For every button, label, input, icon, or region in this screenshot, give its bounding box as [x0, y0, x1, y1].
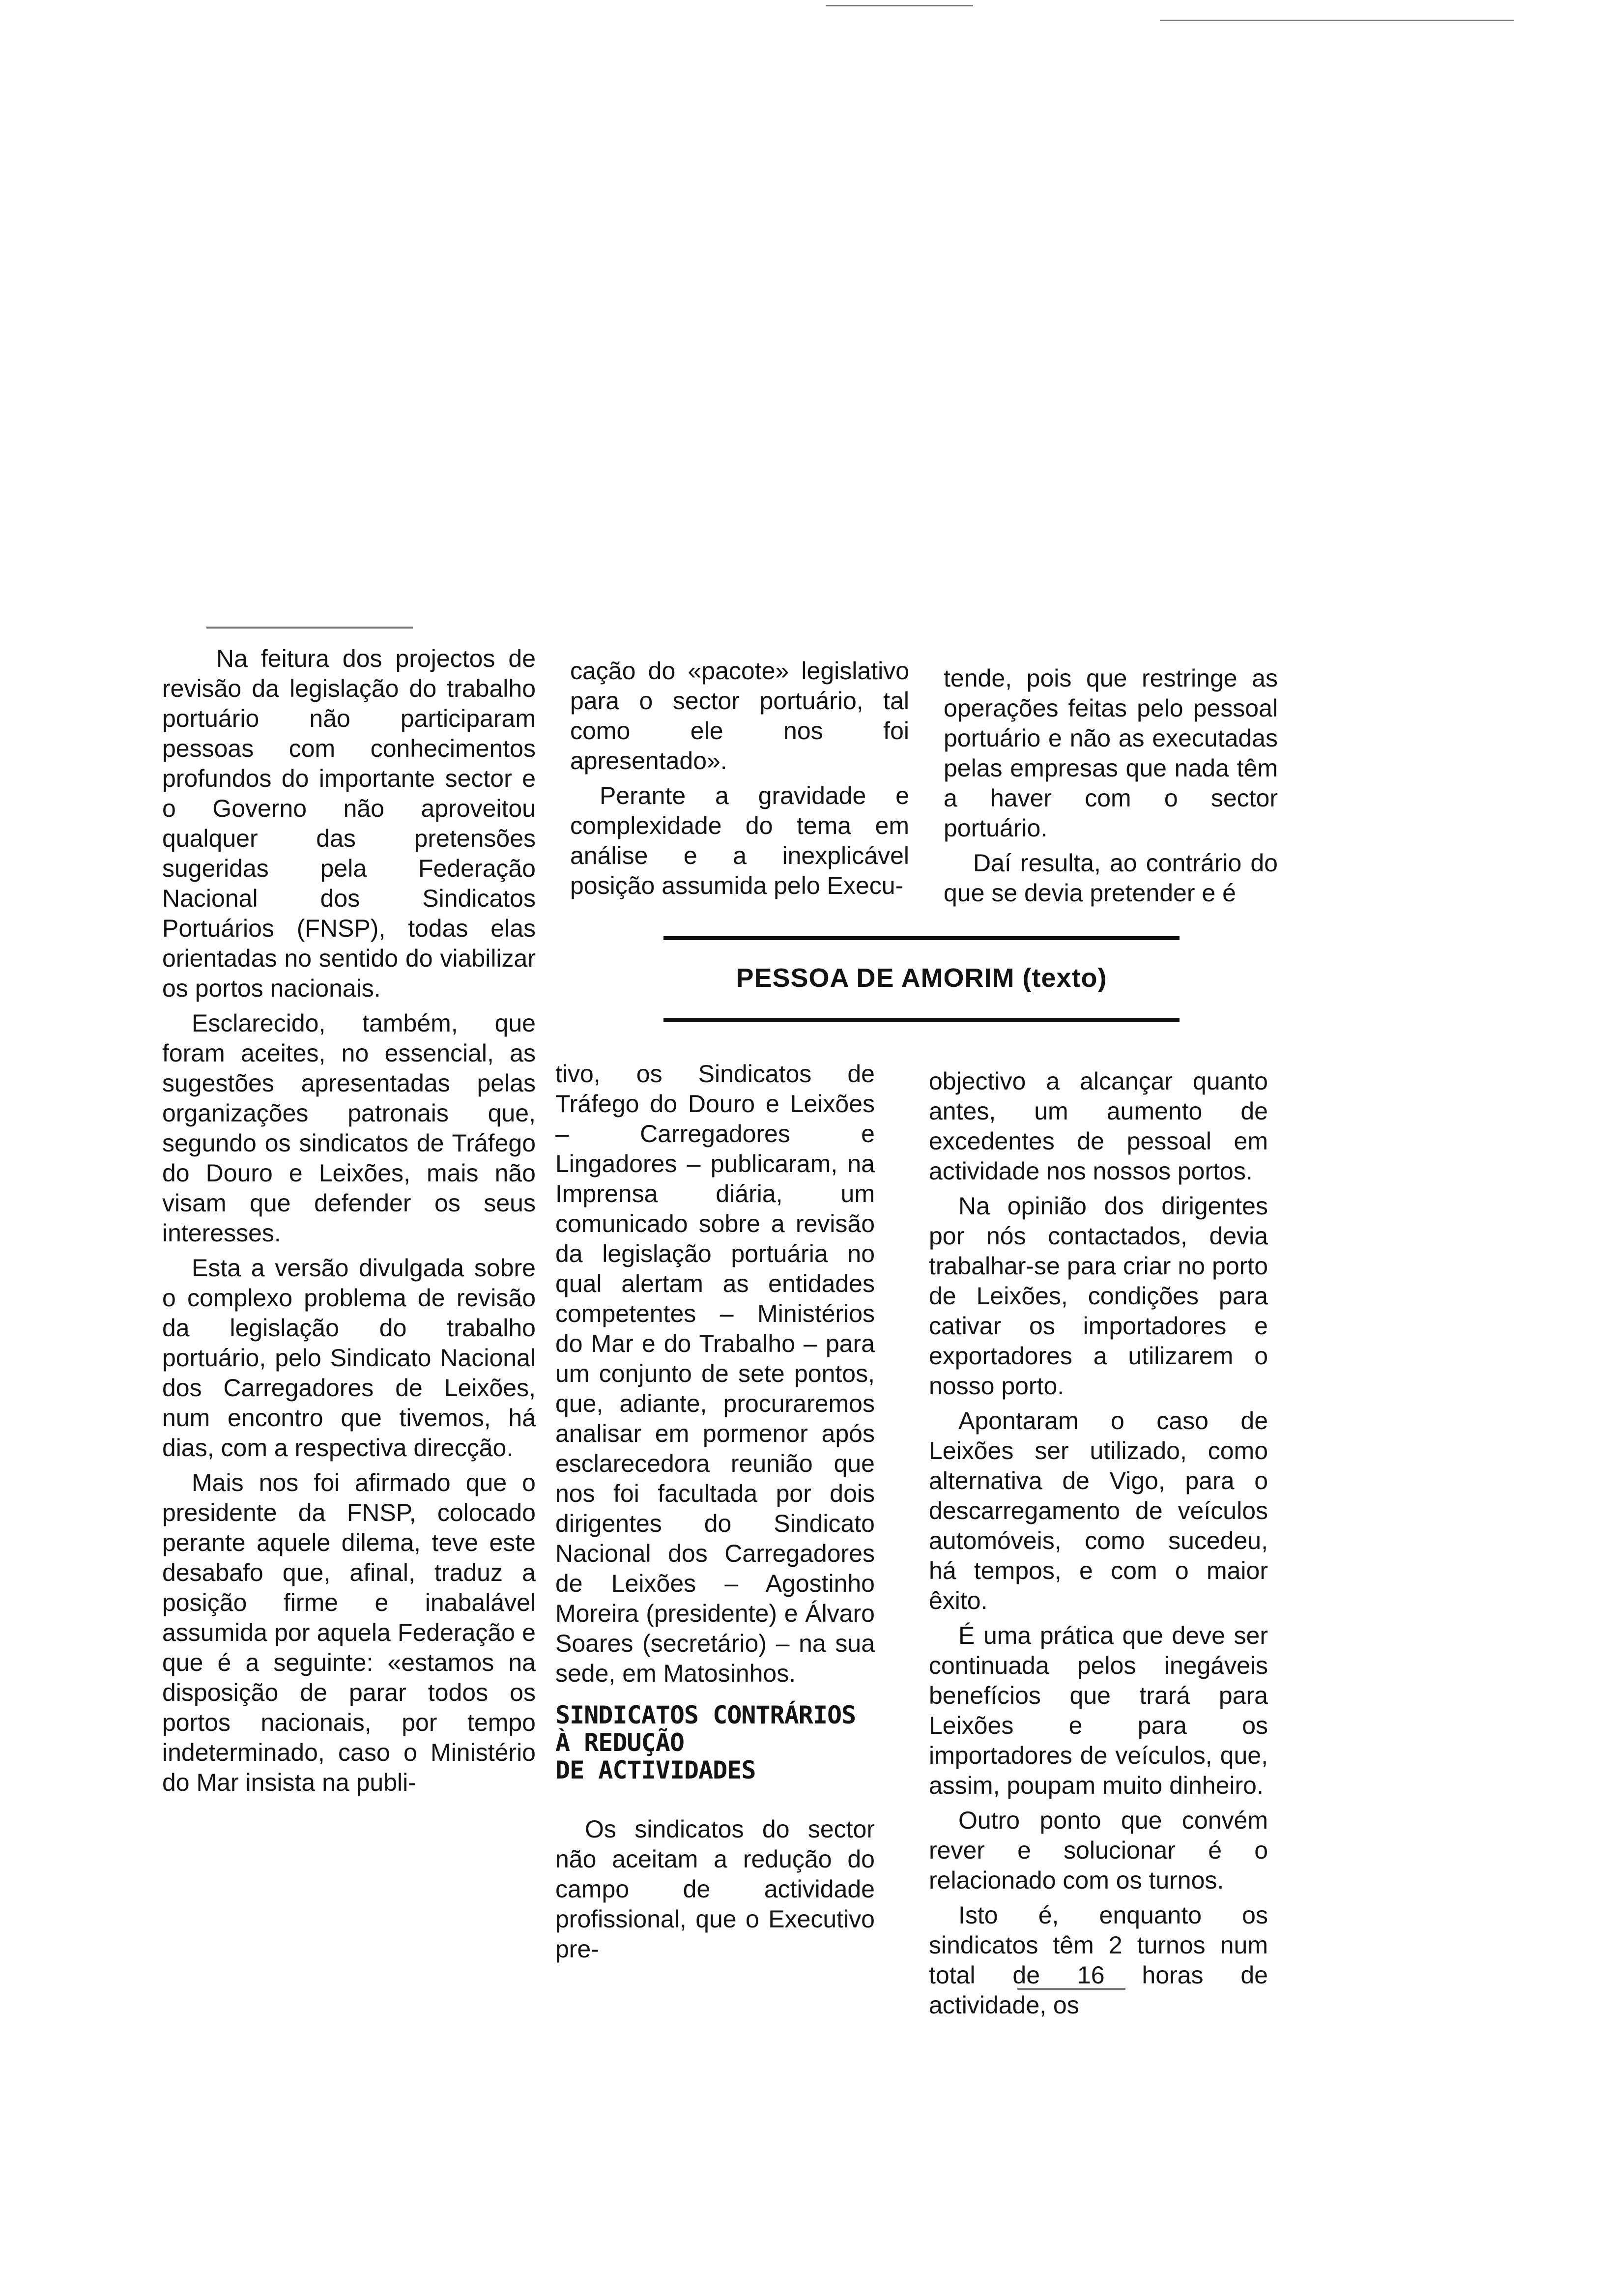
- paragraph: Na feitura dos projectos de revisão da legislação do trabalho portuário não participaram pessoas com conhecimentos profundos do importante sector e o Governo não aproveitou qualquer das pretensões sugeridas pela Federação Nacional dos Sindicatos Portuários (FNSP), todas elas orientadas no sentido do viabilizar os portos nacionais.: [162, 645, 536, 1002]
- paragraph: Mais nos foi afirmado que o presidente da FNSP, colocado perante aquele dilema, teve este desabafo que, afinal, traduz a posição firme e inabalável assumida por aquela Federação e que é a seguinte: «estamos na disposição de parar todos os portos nacionais, por tempo indeterminado, caso o Ministério do Mar insista na publi-: [162, 1469, 536, 1796]
- article-column-2: [570, 656, 909, 901]
- article-column-3: [944, 663, 1278, 908]
- divider-rule: [663, 936, 1180, 940]
- subheading-line: DE ACTIVIDADES: [555, 1756, 756, 1784]
- subheading-line: À REDUÇÃO: [555, 1728, 684, 1757]
- paragraph: Apontaram o caso de Leixões ser utilizado, como alternativa de Vigo, para o descarregamento de veículos automóveis, como sucedeu, há tempos, e com o maior êxito.: [929, 1407, 1268, 1614]
- paragraph: Outro ponto que convém rever e solucionar é o relacionado com os turnos.: [929, 1807, 1268, 1894]
- author-byline: PESSOA DE AMORIM (texto): [736, 963, 1107, 993]
- paragraph: Daí resulta, ao contrário do que se devia pretender e é: [944, 849, 1278, 907]
- divider-rule: [663, 1018, 1180, 1022]
- article-column-5: [929, 1066, 1268, 2020]
- scan-mark-top-left: [826, 5, 973, 6]
- article-column-1: [162, 644, 536, 1798]
- paragraph: Perante a gravidade e complexidade do tema em análise e a inexplicável posição assumida pelo Execu-: [570, 782, 909, 899]
- paragraph: cação do «pacote» legislativo para o sector portuário, tal como ele nos foi apresentado».: [570, 657, 909, 775]
- paragraph: Isto é, enquanto os sindicatos têm 2 turnos num total de 16 horas de actividade, os: [929, 1901, 1268, 2019]
- paragraph: Esta a versão divulgada sobre o complexo problema de revisão da legislação do trabalho portuário, pelo Sindicato Nacional dos Carregadores de Leixões, num encontro que tivemos, há dias, com a respectiva direcção.: [162, 1254, 536, 1462]
- scan-mark-top-right: [1160, 20, 1514, 21]
- scan-mark-above-text: [206, 627, 413, 629]
- paragraph: Esclarecido, também, que foram aceites, no essencial, as sugestões apresentadas pelas organizações patronais que, segundo os sindicatos de Tráfego do Douro e Leixões, mais não visam que defender os seus interesses.: [162, 1009, 536, 1247]
- paragraph: É uma prática que deve ser continuada pelos inegáveis benefícios que trará para Leixões e para os importadores de veículos, que, assim, poupam muito dinheiro.: [929, 1622, 1268, 1799]
- subheading-line: SINDICATOS CONTRÁRIOS: [555, 1701, 856, 1729]
- section-subheading: [555, 1701, 875, 1784]
- article-column-4: [555, 1059, 875, 1964]
- paragraph: tivo, os Sindicatos de Tráfego do Douro e Leixões – Carregadores e Lingadores – publicaram, na Imprensa diária, um comunicado sobre a revisão da legislação portuária no qual alertam as entidades competentes – Ministérios do Mar e do Trabalho – para um conjunto de sete pontos, que, adiante, procuraremos analisar em pormenor após esclarecedora reunião que nos foi facultada por dois dirigentes do Sindicato Nacional dos Carregadores de Leixões – Agostinho Moreira (presidente) e Álvaro Soares (secretário) – na sua sede, em Matosinhos.: [555, 1060, 875, 1687]
- paragraph: tende, pois que restringe as operações feitas pelo pessoal portuário e não as executadas pelas empresas que nada têm a haver com o sector portuário.: [944, 664, 1278, 842]
- paragraph: Na opinião dos dirigentes por nós contactados, devia trabalhar-se para criar no porto de Leixões, condições para cativar os importadores e exportadores a utilizarem o nosso porto.: [929, 1192, 1268, 1400]
- paragraph: objectivo a alcançar quanto antes, um aumento de excedentes de pessoal em actividade nos nossos portos.: [929, 1067, 1268, 1185]
- paragraph: Os sindicatos do sector não aceitam a redução do campo de actividade profissional, que o Executivo pre-: [555, 1815, 875, 1963]
